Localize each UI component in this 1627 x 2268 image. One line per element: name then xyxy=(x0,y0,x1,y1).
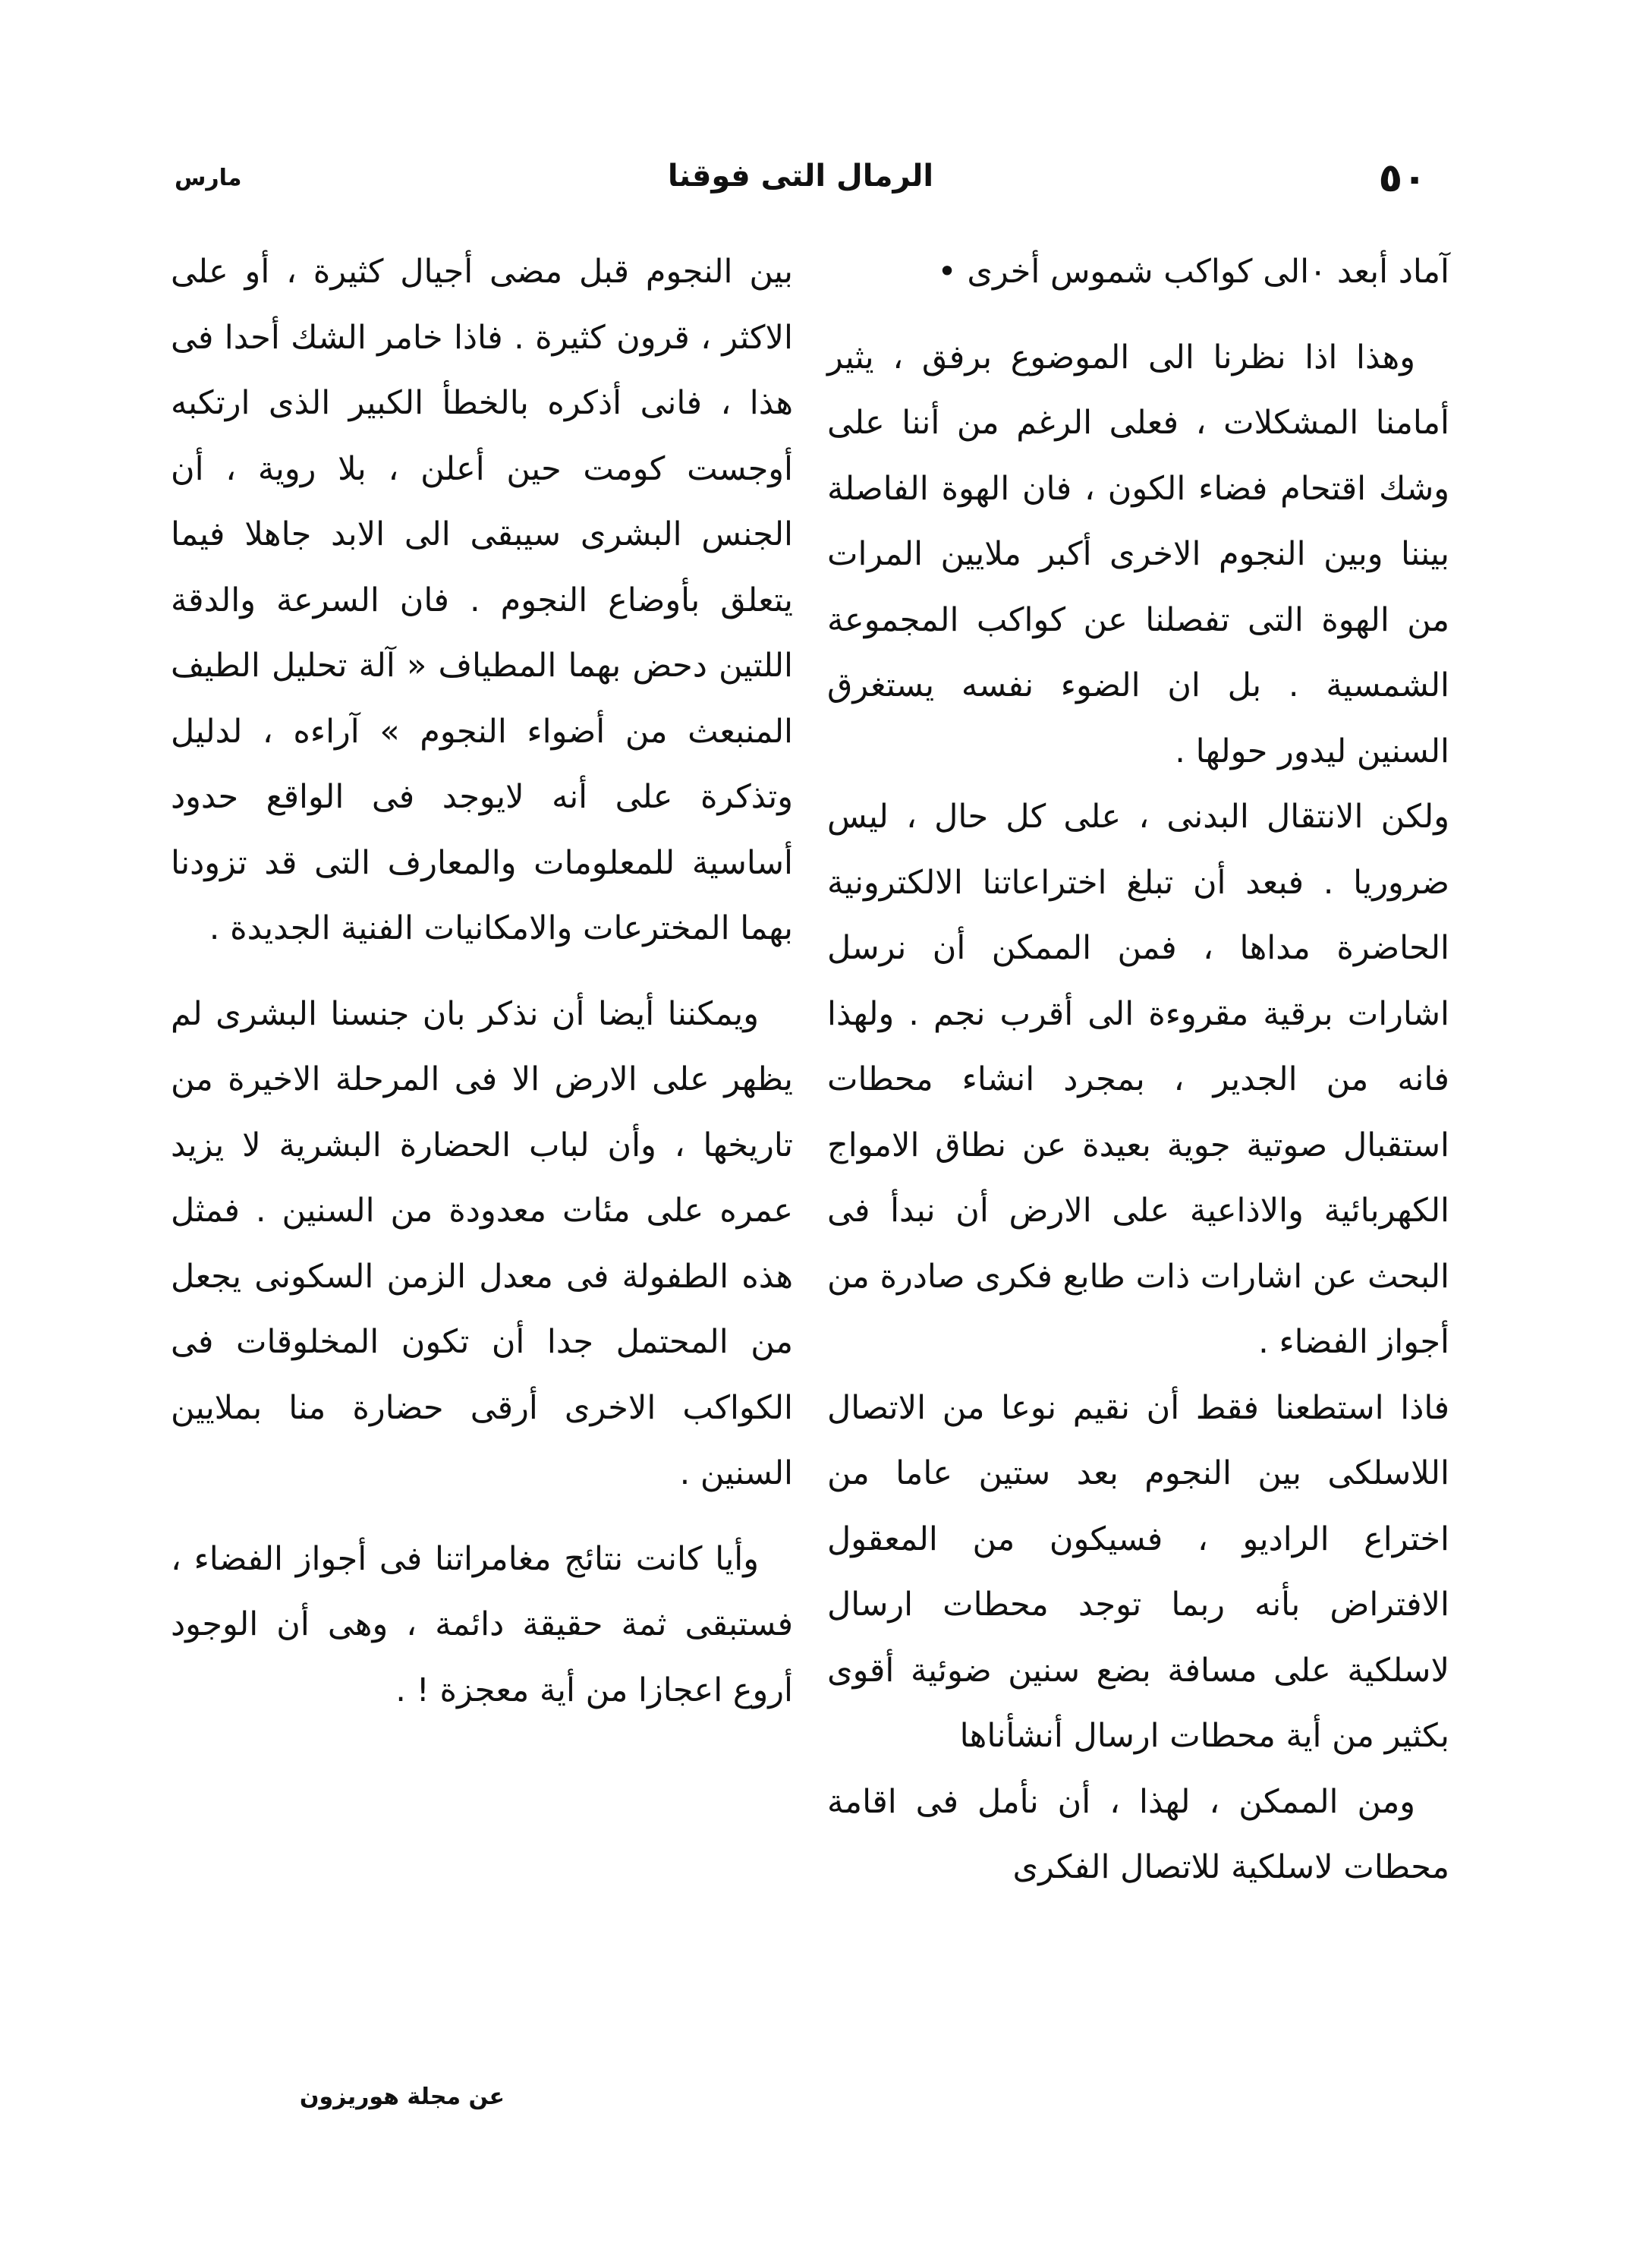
right-column xyxy=(827,239,1449,1901)
page-number: ٥٠ xyxy=(1378,156,1427,201)
left-column xyxy=(171,239,793,1723)
paragraph: فاذا استطعنا فقط أن نقيم نوعا من الاتصال اللاسلكى بين النجوم بعد ستين عاما من اختراع الراديو ، فسيكون من المعقول الافتراض بأنه ربما توجد محطات ارسال لاسلكية على مسافة بضع سنين ضوئية أقوى بكثير من أية محطات ارسال أنشأناها xyxy=(827,1388,1449,1755)
paragraph: ولكن الانتقال البدنى ، على كل حال ، ليس ضروريا . فبعد أن تبلغ اختراعاتنا الالكترونية الحاضرة مداها ، فمن الممكن أن نرسل اشارات برقية مقروءة الى أقرب نجم . ولهذا فانه من الجدير ، بمجرد انشاء محطات استقبال صوتية جوية بعيدة عن نطاق الامواج الكهربائية والاذاعية على الارض أن نبدأ فى البحث عن اشارات ذات طابع فكرى صادرة من أجواز الفضاء . xyxy=(827,798,1449,1361)
paragraph: آماد أبعد ٠الى كواكب شموس أخرى • xyxy=(937,253,1449,291)
paragraph: بين النجوم قبل مضى أجيال كثيرة ، أو على الاكثر ، قرون كثيرة . فاذا خامر الشك أحدا فى هذا ، فانى أذكره بالخطأ الكبير الذى ارتكبه أوجست كومت حين أعلن ، بلا روية ، أن الجنس البشرى سيبقى الى الابد جاهلا فيما يتعلق بأوضاع النجوم . فان السرعة والدقة اللتين دحض بهما المطياف « آلة تحليل الطيف المنبعث من أضواء النجوم » آراءه ، لدليل وتذكرة على أنه لايوجد فى الواقع حدود أساسية للمعلومات والمعارف التى قد تزودنا بهما المخترعات والامكانيات الفنية الجديدة . xyxy=(171,253,793,947)
running-title: الرمال التى فوقنا xyxy=(667,159,934,194)
page-header xyxy=(175,156,1427,209)
paragraph: وأيا كانت نتائج مغامراتنا فى أجواز الفضاء ، فستبقى ثمة حقيقة دائمة ، وهى أن الوجود أروع اعجازا من أية معجزة ! . xyxy=(171,1539,793,1709)
paragraph: ويمكننا أيضا أن نذكر بان جنسنا البشرى لم يظهر على الارض الا فى المرحلة الاخيرة من تاريخها ، وأن لباب الحضارة البشرية لا يزيد عمره على مئات معدودة من السنين . فمثل هذه الطفولة فى معدل الزمن السكونى يجعل من المحتمل جدا أن تكون المخلوقات فى الكواكب الاخرى أرقى حضارة منا بملايين السنين . xyxy=(171,994,793,1492)
source-credit: عن مجلة هوريزون xyxy=(299,2084,505,2110)
paragraph: وهذا اذا نظرنا الى الموضوع برفق ، يثير أمامنا المشكلات ، فعلى الرغم من أننا على وشك اقتحام فضاء الكون ، فان الهوة الفاصلة بيننا وبين النجوم الاخرى أكبر ملايين المرات من الهوة التى تفصلنا عن كواكب المجموعة الشمسية . بل ان الضوء نفسه يستغرق السنين ليدور حولها . xyxy=(827,338,1449,770)
issue-month: مارس xyxy=(175,165,242,191)
paragraph: ومن الممكن ، لهذا ، أن نأمل فى اقامة محطات لاسلكية للاتصال الفكرى xyxy=(827,1782,1449,1886)
